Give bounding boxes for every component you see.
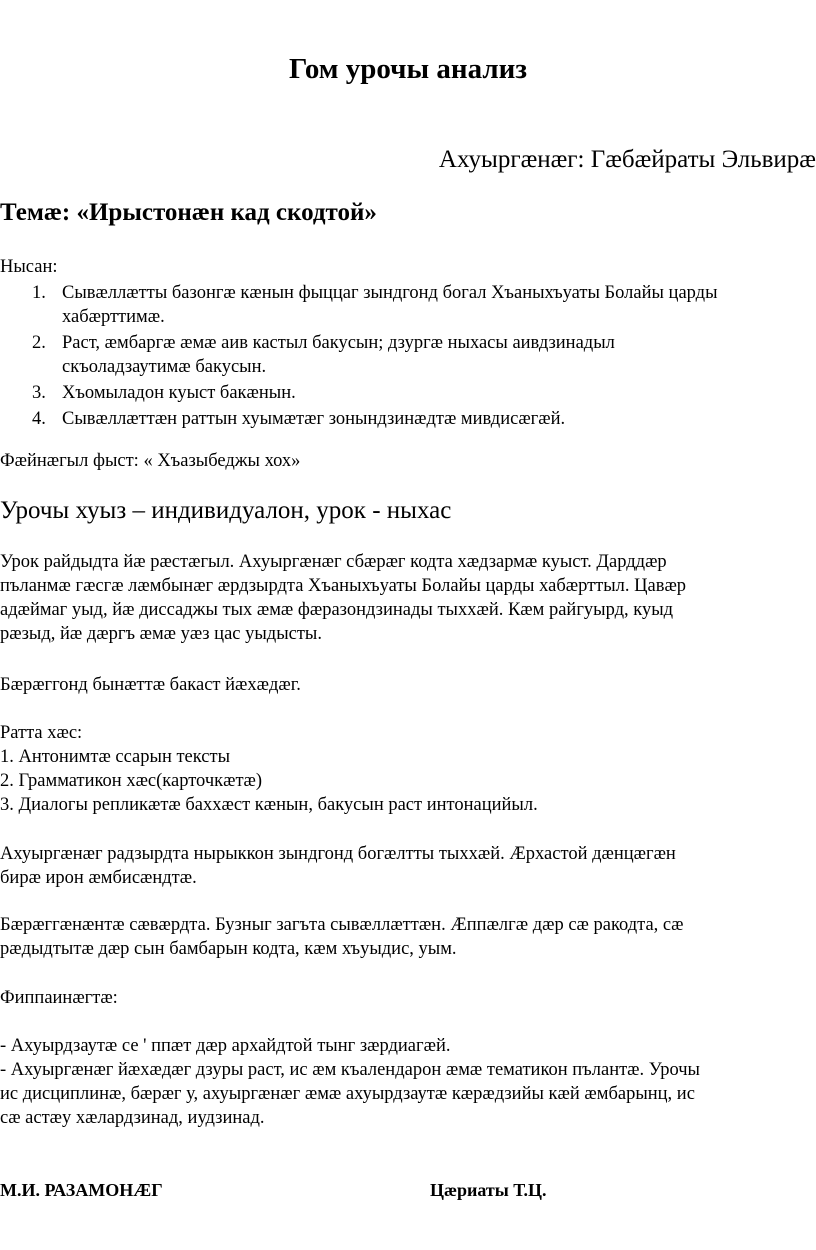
paragraph-storytelling <box>0 842 816 890</box>
goal-number: 2. <box>32 333 46 353</box>
paragraph-grading <box>0 913 816 961</box>
text-line: адæймаг уыд, йæ диссаджы тых æмæ фæразондзинады тыххæй. Кæм райгуырд, куыд <box>0 600 674 620</box>
text-line: бирæ ирон æмбисæндтæ. <box>0 868 197 888</box>
text-line: Бæрæггонд бынæттæ бакаст йæхæдæг. <box>0 675 301 695</box>
paragraph-notes <box>0 1034 816 1130</box>
goal-line: Хъомыладон куыст бакæнын. <box>62 383 296 403</box>
teacher-name: Ахуыргæнæг: Гæбæйраты Эльвирæ <box>438 146 816 173</box>
goal-line: скъоладзаутимæ бакусын. <box>62 357 267 377</box>
text-line: 2. Грамматикон хæс(карточкæтæ) <box>0 771 263 791</box>
goal-item <box>0 331 816 379</box>
goal-item <box>0 407 816 431</box>
goals-list <box>0 281 816 433</box>
goal-number: 4. <box>32 409 46 429</box>
text-line: пъланмæ гæсгæ лæмбынæг æрдзырдта Хъаныхъуаты Болайы царды хабæрттыл. Цавæр <box>0 576 687 596</box>
paragraph-notes-label <box>0 986 816 1010</box>
paragraph-reading <box>0 673 816 697</box>
goal-line: Сывæллæтты базонгæ кæнын фыццаг зындгонд богал Хъаныхъуаты Болайы царды <box>62 283 718 303</box>
board-writing: Фæйнæгыл фыст: « Хъазыбеджы хох» <box>0 451 301 471</box>
goal-item <box>0 381 816 405</box>
goal-line: Сывæллæттæн раттын хуымæтæг зонындзинæдтæ мивдисæгæй. <box>62 409 566 429</box>
goal-line: Раст, æмбаргæ æмæ аив кастыл бакусын; дзургæ ныхасы аивдзинадыл <box>62 333 615 353</box>
text-line: 3. Диалогы репликæтæ баххæст кæнын, бакусын раст интонацийыл. <box>0 795 538 815</box>
goal-number: 3. <box>32 383 46 403</box>
goals-label: Нысан: <box>0 257 58 277</box>
text-line: сæ астæу хæлардзинад, иудзинад. <box>0 1108 265 1128</box>
signature-name: Цæриаты Т.Ц. <box>430 1180 547 1200</box>
text-line: Ахуыргæнæг радзырдта нырыккон зындгонд богæлтты тыххæй. Æрхастой дæнцæгæн <box>0 844 676 864</box>
signature-deputy: М.И. РАЗАМОНÆГ <box>0 1180 163 1200</box>
document-title: Гом урочы анализ <box>288 53 528 85</box>
text-line: Урок райдыдта йæ рæстæгыл. Ахуыргæнæг сбæрæг кодта хæдзармæ куыст. Дарддæр <box>0 552 667 572</box>
text-line: - Ахуырдзаутæ се ' ппæт дæр архайдтой тынг зæрдиагæй. <box>0 1036 451 1056</box>
lesson-topic: Темæ: «Ирыстонæн кад скодтой» <box>0 199 377 226</box>
goal-number: 1. <box>32 283 46 303</box>
paragraph-lesson-progress <box>0 550 816 646</box>
text-line: Фиппаинæгтæ: <box>0 988 118 1008</box>
paragraph-tasks <box>0 721 816 817</box>
text-line: - Ахуыргæнæг йæхæдæг дзуры раст, ис æм къалендарон æмæ тематикон пълантæ. Урочы <box>0 1060 700 1080</box>
text-line: рæдыдтытæ дæр сын бамбарын кодта, кæм хъуыдис, уым. <box>0 939 457 959</box>
lesson-type-heading: Урочы хуыз – индивидуалон, урок - ныхас <box>0 497 452 524</box>
text-line: Ратта хæс: <box>0 723 83 743</box>
text-line: Бæрæггæнæнтæ сæвæрдта. Бузныг загъта сывæллæттæн. Æппæлгæ дæр сæ ракодта, сæ <box>0 915 684 935</box>
goal-line: хабæрттимæ. <box>62 307 165 327</box>
text-line: 1. Антонимтæ ссарын тексты <box>0 747 231 767</box>
text-line: рæзыд, йæ дæргъ æмæ уæз цас уыдысты. <box>0 624 322 644</box>
goal-item <box>0 281 816 329</box>
text-line: ис дисциплинæ, бæрæг у, ахуыргæнæг æмæ ахуырдзаутæ кæрæдзийы кæй æмбарынц, ис <box>0 1084 695 1104</box>
